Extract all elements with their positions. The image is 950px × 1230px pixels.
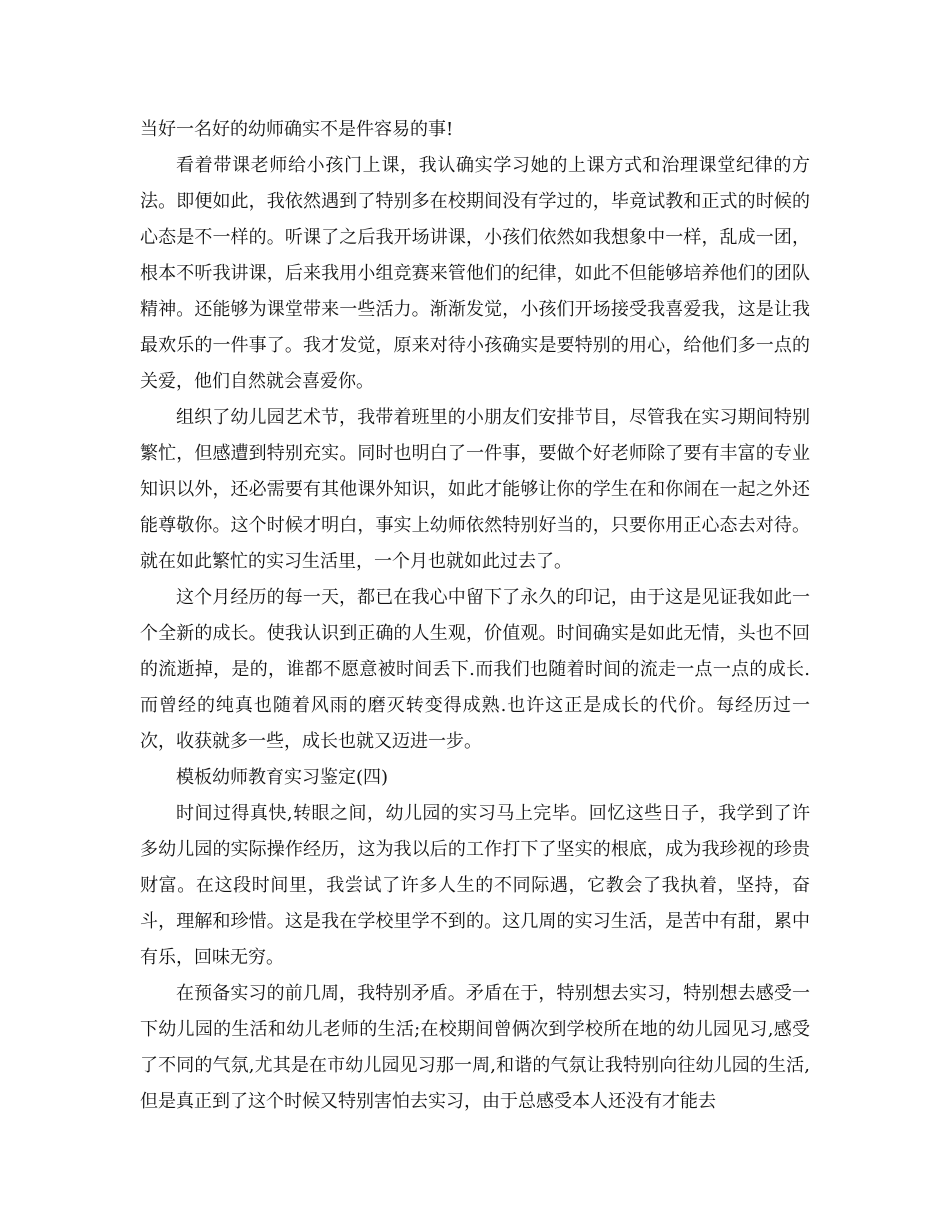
paragraph-2: 看着带课老师给小孩门上课，我认确实学习她的上课方式和治理课堂纪律的方法。即便如此，我依然遇到了特别多在校期间没有学过的，毕竟试教和正式的时候的心态是不一样的。听课了之后我开场讲课，小孩们依然如我想象中一样，乱成一团，根本不听我讲课，后来我用小组竞赛来管他们的纪律，如此不但能够培养他们的团队精神。还能够为课堂带来一些活力。渐渐发觉，小孩们开场接受我喜爱我，这是让我最欢乐的一件事了。我才发觉，原来对待小孩确实是要特别的用心，给他们多一点的关爱，他们自然就会喜爱你。 — [140, 155, 810, 392]
paragraph-6: 在预备实习的前几周，我特别矛盾。矛盾在于，特别想去实习，特别想去感受一下幼儿园的生活和幼儿老师的生活;在校期间曾俩次到学校所在地的幼儿园见习,感受了不同的气氛,尤其是在市幼儿园见习那一周,和谐的气氛让我特别向往幼儿园的生活,但是真正到了这个时候又特别害怕去实习，由于总感受本人还没有才能去 — [140, 983, 810, 1112]
section-heading: 模板幼师教育实习鉴定(四) — [176, 767, 389, 788]
paragraph-4: 这个月经历的每一天，都已在我心中留下了永久的印记，由于这是见证我如此一个全新的成长。使我认识到正确的人生观，价值观。时间确实是如此无情，头也不回的流逝掉，是的，谁都不愿意被时间丢下.而我们也随着时间的流走一点一点的成长.而曾经的纯真也随着风雨的磨灭转变得成熟.也许这正是成长的代价。每经历过一次，收获就多一些，成长也就又迈进一步。 — [140, 587, 810, 752]
paragraph-3: 组织了幼儿园艺术节，我带着班里的小朋友们安排节目，尽管我在实习期间特别繁忙，但感遭到特别充实。同时也明白了一件事，要做个好老师除了要有丰富的专业知识以外，还必需要有其他课外知识，如此才能够让你的学生在和你闹在一起之外还能尊敬你。这个时候才明白，事实上幼师依然特别好当的，只要你用正心态去对待。就在如此繁忙的实习生活里，一个月也就如此过去了。 — [140, 407, 810, 572]
paragraph-1: 当好一名好的幼师确实不是件容易的事! — [140, 119, 454, 140]
paragraph-5: 时间过得真快,转眼之间，幼儿园的实习马上完毕。回忆这些日子，我学到了许多幼儿园的实际操作经历，这为我以后的工作打下了坚实的根底，成为我珍视的珍贵财富。在这段时间里，我尝试了许多人生的不同际遇，它教会了我执着，坚持，奋斗，理解和珍惜。这是我在学校里学不到的。这几周的实习生活，是苦中有甜，累中有乐，回味无穷。 — [140, 803, 810, 968]
document-body — [140, 112, 810, 1120]
